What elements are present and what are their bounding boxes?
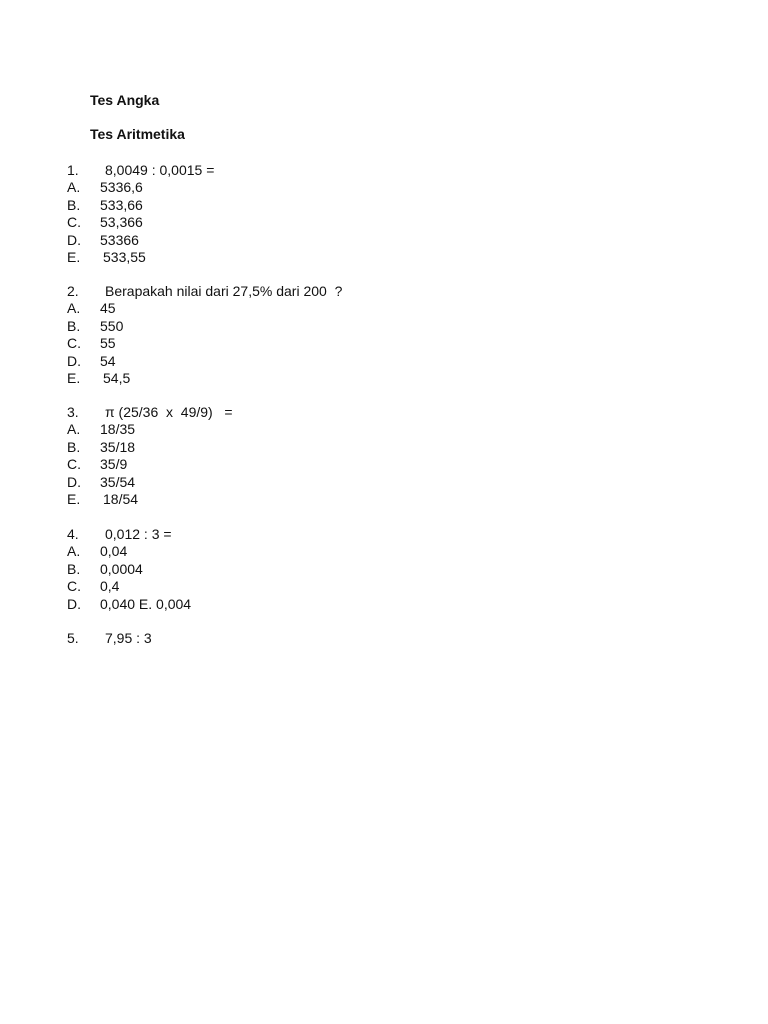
option-text: 18/35	[100, 421, 136, 438]
option-letter: A.	[67, 421, 81, 438]
question-stem-row	[67, 526, 567, 543]
option-letter: D.	[67, 595, 81, 612]
option-text: 0,4	[100, 578, 120, 595]
answer-option	[67, 578, 567, 595]
answer-option	[67, 596, 567, 613]
question-4	[67, 526, 567, 613]
option-text: 533,66	[100, 196, 143, 213]
section-title: Tes Aritmetika	[90, 126, 185, 142]
answer-option	[67, 179, 567, 196]
question-stem-row	[67, 162, 567, 179]
question-text: 0,012 : 3 =	[105, 526, 172, 542]
question-text: 8,0049 : 0,0015 =	[105, 162, 215, 178]
answer-option	[67, 214, 567, 231]
question-2	[67, 283, 567, 387]
answer-option	[67, 300, 567, 317]
option-text: 533,55	[103, 248, 146, 265]
option-text: 45	[100, 300, 116, 317]
option-text: 35/18	[100, 438, 136, 455]
option-letter: C.	[67, 214, 81, 231]
answer-option	[67, 197, 567, 214]
option-letter: E.	[67, 490, 81, 507]
option-text: 0,040 E. 0,004	[100, 595, 192, 612]
option-letter: D.	[67, 473, 81, 490]
option-letter: D.	[67, 352, 81, 369]
question-1	[67, 162, 567, 266]
question-number: 1.	[67, 162, 79, 178]
option-letter: B.	[67, 317, 81, 334]
option-text: 18/54	[103, 490, 139, 507]
question-5	[67, 630, 567, 647]
answer-option	[67, 232, 567, 249]
option-letter: C.	[67, 578, 81, 595]
question-number: 2.	[67, 283, 79, 299]
answer-option	[67, 561, 567, 578]
option-letter: E.	[67, 248, 81, 265]
option-text: 53,366	[100, 214, 143, 231]
question-3	[67, 404, 567, 508]
option-text: 54	[100, 352, 116, 369]
option-text: 55	[100, 335, 116, 352]
answer-option	[67, 491, 567, 508]
option-letter: B.	[67, 438, 81, 455]
answer-option	[67, 370, 567, 387]
option-text: 0,04	[100, 543, 128, 560]
option-text: 0,0004	[100, 560, 143, 577]
question-stem-row	[67, 404, 567, 421]
question-text: 7,95 : 3	[105, 630, 152, 646]
answer-option	[67, 249, 567, 266]
option-text: 550	[100, 317, 124, 334]
option-letter: A.	[67, 543, 81, 560]
option-letter: A.	[67, 300, 81, 317]
answer-option	[67, 335, 567, 352]
question-stem-row	[67, 283, 567, 300]
option-letter: A.	[67, 179, 81, 196]
answer-option	[67, 474, 567, 491]
option-text: 35/54	[100, 473, 136, 490]
answer-option	[67, 421, 567, 438]
answer-option	[67, 456, 567, 473]
answer-option	[67, 318, 567, 335]
document-title: Tes Angka	[90, 92, 160, 108]
answer-option	[67, 439, 567, 456]
option-letter: E.	[67, 369, 81, 386]
option-letter: B.	[67, 196, 81, 213]
option-text: 53366	[100, 231, 139, 248]
question-number: 5.	[67, 630, 79, 646]
answer-option	[67, 543, 567, 560]
option-text: 5336,6	[100, 179, 143, 196]
question-number: 4.	[67, 526, 79, 542]
option-letter: C.	[67, 456, 81, 473]
option-letter: B.	[67, 560, 81, 577]
answer-option	[67, 353, 567, 370]
option-letter: C.	[67, 335, 81, 352]
option-letter: D.	[67, 231, 81, 248]
option-text: 54,5	[103, 369, 131, 386]
option-text: 35/9	[100, 456, 128, 473]
question-number: 3.	[67, 404, 79, 420]
question-text: π (25/36 x 49/9) =	[105, 404, 233, 420]
question-stem-row	[67, 630, 567, 647]
question-text: Berapakah nilai dari 27,5% dari 200 ?	[105, 283, 343, 299]
